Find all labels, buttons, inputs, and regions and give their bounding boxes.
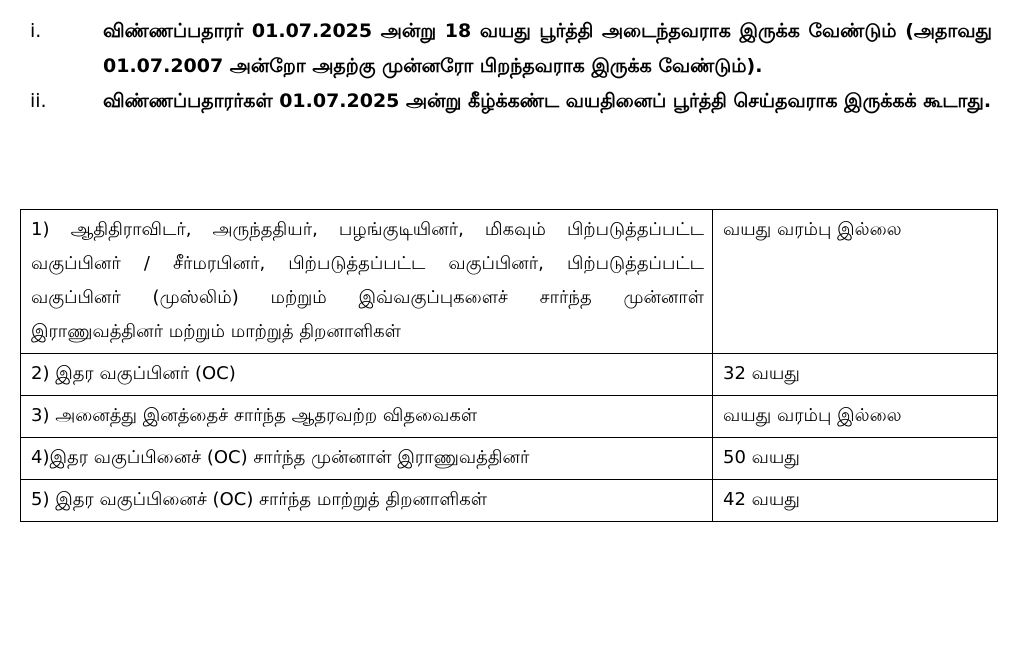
criterion-item xyxy=(30,84,992,119)
category-cell: 2) இதர வகுப்பினர் (OC) xyxy=(21,354,713,396)
criterion-marker: ii. xyxy=(30,90,47,112)
criterion-text: விண்ணப்பதாரர் 01.07.2025 அன்று 18 வயது பூர்த்தி அடைந்தவராக இருக்க வேண்டும் (அதாவது 01.07.2007 அன்றோ அதற்கு முன்னரோ பிறந்தவராக இருக்க வேண்டும்). xyxy=(103,20,992,77)
table-row xyxy=(21,438,998,480)
age-limit-table xyxy=(20,209,998,522)
eligibility-criteria-list xyxy=(30,14,992,119)
category-cell: 5) இதர வகுப்பினைச் (OC) சார்ந்த மாற்றுத் திறனாளிகள் xyxy=(21,480,713,522)
age-limit-cell: வயது வரம்பு இல்லை xyxy=(713,396,998,438)
table-row xyxy=(21,480,998,522)
table-row xyxy=(21,354,998,396)
criterion-marker: i. xyxy=(30,20,42,42)
age-limit-cell: 42 வயது xyxy=(713,480,998,522)
category-cell: 3) அனைத்து இனத்தைச் சார்ந்த ஆதரவற்ற விதவைகள் xyxy=(21,396,713,438)
table-row xyxy=(21,210,998,354)
age-limit-cell: வயது வரம்பு இல்லை xyxy=(713,210,998,354)
category-cell: 1) ஆதிதிராவிடர், அருந்ததியர், பழங்குடியினர், மிகவும் பிற்படுத்தப்பட்ட வகுப்பினர் / சீர்மரபினர், பிற்படுத்தப்பட்ட வகுப்பினர், பிற்படுத்தப்பட்ட வகுப்பினர் (முஸ்லிம்) மற்றும் இவ்வகுப்புகளைச் சார்ந்த முன்னாள் இராணுவத்தினர் மற்றும் மாற்றுத் திறனாளிகள் xyxy=(21,210,713,354)
criterion-item xyxy=(30,14,992,84)
criterion-text: விண்ணப்பதாரர்கள் 01.07.2025 அன்று கீழ்க்கண்ட வயதினைப் பூர்த்தி செய்தவராக இருக்கக் கூடாது. xyxy=(103,90,992,112)
age-limit-cell: 32 வயது xyxy=(713,354,998,396)
table-row xyxy=(21,396,998,438)
category-cell: 4)இதர வகுப்பினைச் (OC) சார்ந்த முன்னாள் இராணுவத்தினர் xyxy=(21,438,713,480)
age-limit-cell: 50 வயது xyxy=(713,438,998,480)
